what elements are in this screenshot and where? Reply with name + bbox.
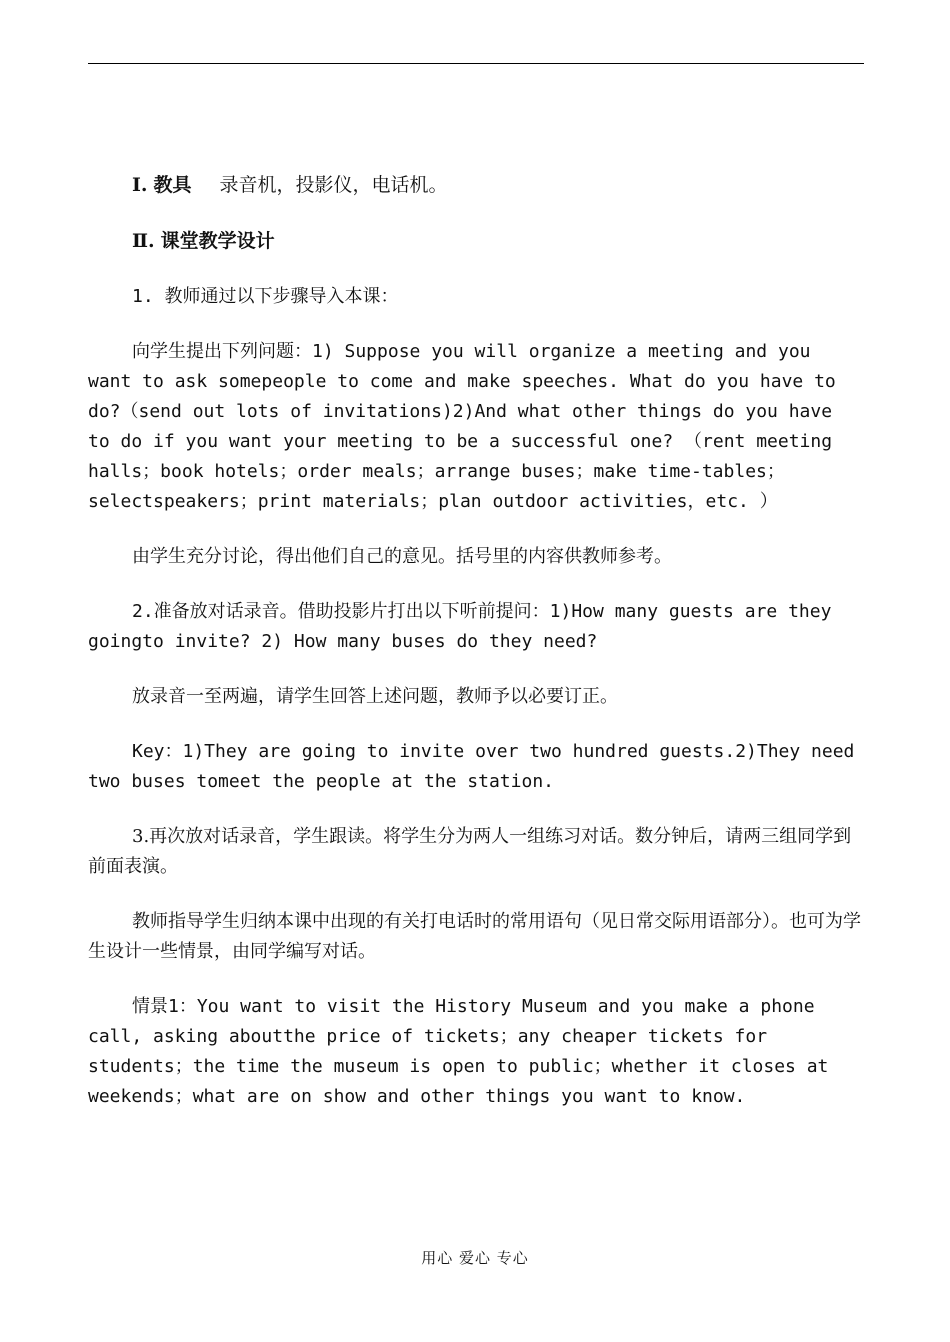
- section-title: 教具: [153, 174, 192, 196]
- section-design-heading: [88, 226, 864, 256]
- paragraph-step-3: 3.再次放对话录音，学生跟读。将学生分为两人一组练习对话。数分钟后，请两三组同学到前面表演。: [88, 826, 852, 877]
- section-title: 课堂教学设计: [160, 230, 275, 252]
- header-rule: [88, 63, 864, 64]
- section-number: Ⅱ.: [132, 230, 155, 252]
- paragraph-discussion: 由学生充分讨论，得出他们自己的意见。括号里的内容供教师参考。: [132, 546, 672, 567]
- paragraph-play-recording: 放录音一至两遍，请学生回答上述问题，教师予以必要订正。: [132, 686, 618, 707]
- page-footer: 用心 爱心 专心: [421, 1249, 529, 1267]
- document-body: [88, 170, 864, 1137]
- paragraph-teacher-guide: 教师指导学生归纳本课中出现的有关打电话时的常用语句（见日常交际用语部分）。也可为学生设计一些情景，由同学编写对话。: [88, 911, 861, 962]
- paragraph-step-1: 1. 教师通过以下步骤导入本课：: [132, 286, 399, 307]
- section-number: Ⅰ.: [132, 174, 148, 196]
- paragraph-scenario-1: 情景1：You want to visit the History Museum and you make a phone call, asking aboutthe price of tickets；any cheaper tickets for students；the time the museum is open to public；whether it closes at weekends；what are on show and other things you want to know.: [88, 996, 829, 1107]
- paragraph-step-2: 2.准备放对话录音。借助投影片打出以下听前提问：1)How many guests are they goingto invite? 2) How many buses do they need?: [88, 601, 832, 652]
- paragraph-questions: 向学生提出下列问题：1) Suppose you will organize a meeting and you want to ask somepeople to come and make speeches. What do you have to do?（send out lots of invitations)2)And what other things do you have to do if you want your meeting to be a successful one? （rent meeting halls；book hotels；order meals；arrange buses；make time-tables；selectspeakers；print materials；plan outdoor activities，etc. ）: [88, 341, 836, 512]
- section-text: 录音机，投影仪，电话机。: [219, 174, 448, 196]
- section-tools-heading: [88, 170, 864, 200]
- paragraph-key: Key：1)They are going to invite over two hundred guests.2)They need two buses tomeet the people at the station.: [88, 741, 855, 792]
